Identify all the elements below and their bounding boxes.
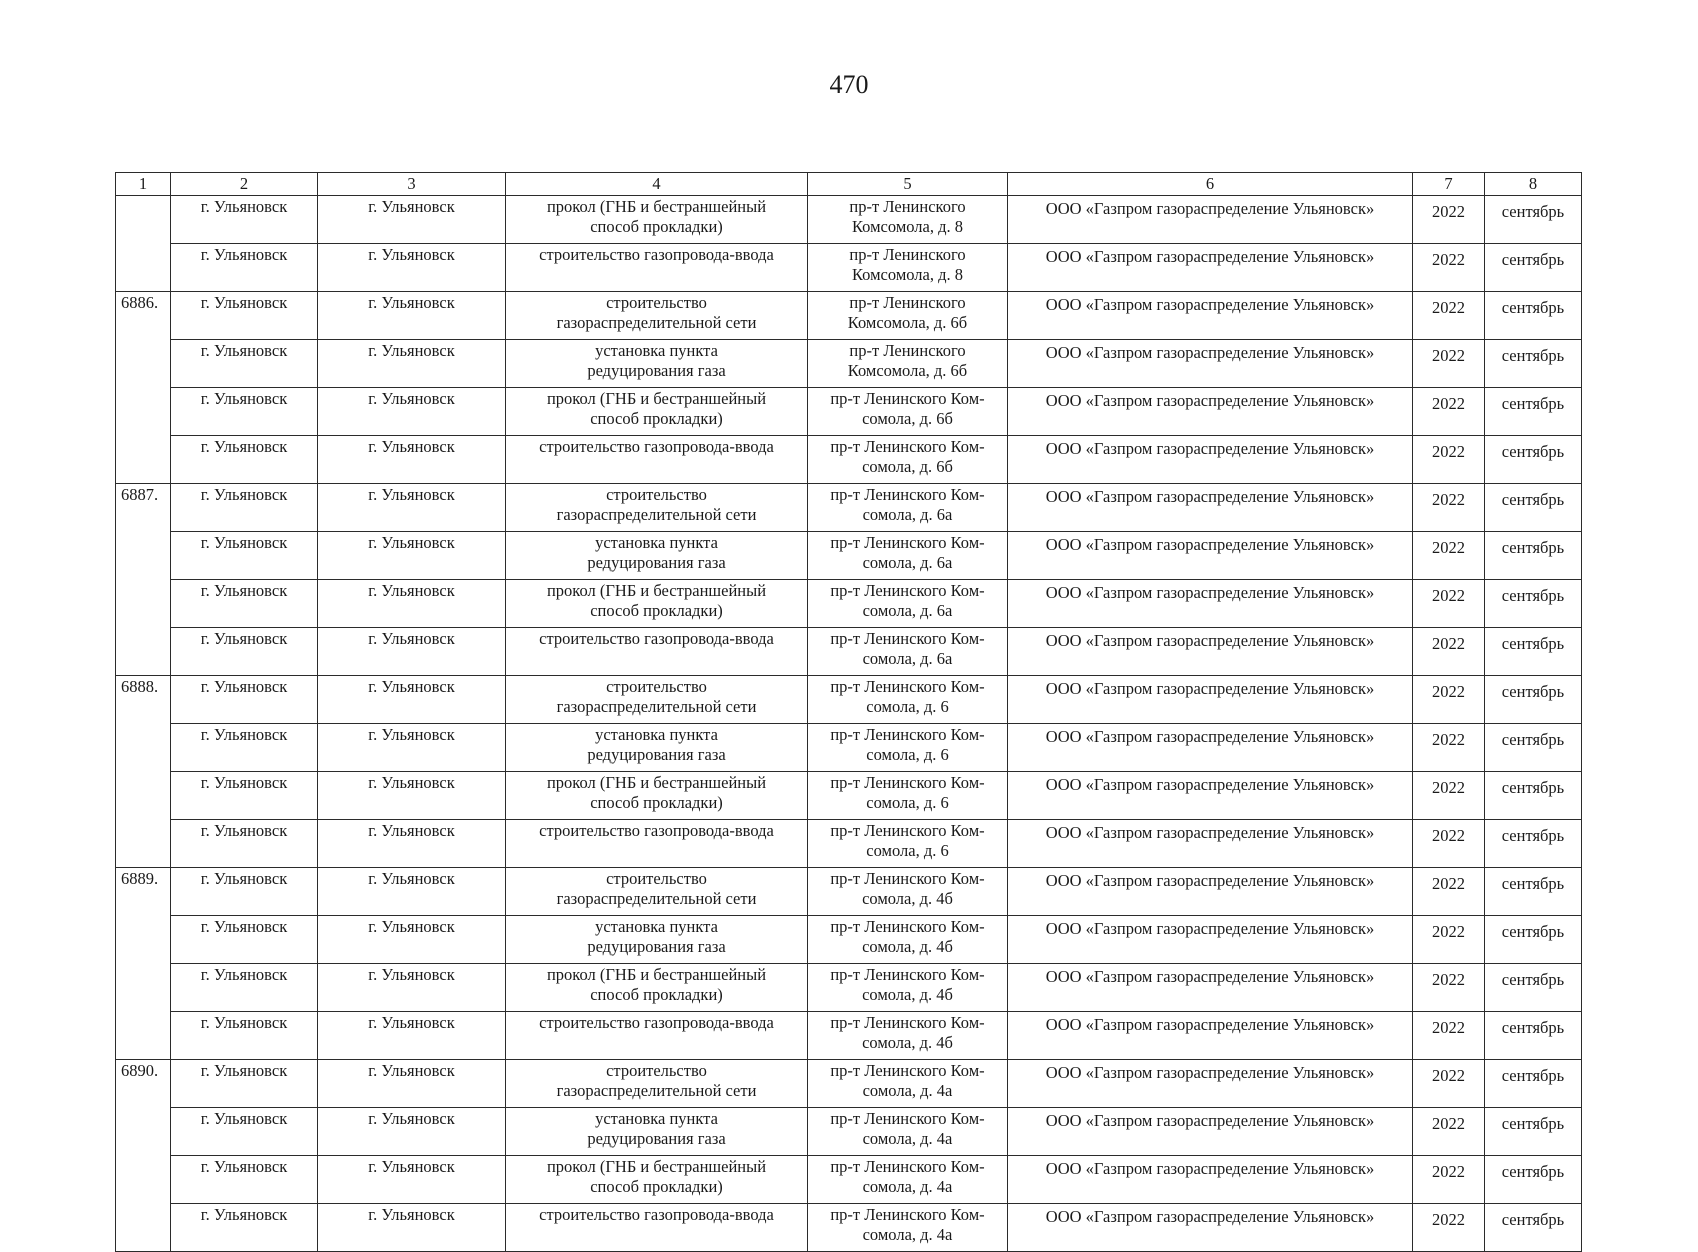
municipality-cell: г. Ульяновск (171, 1156, 318, 1204)
address-cell (808, 484, 1008, 532)
settlement-cell: г. Ульяновск (318, 1156, 506, 1204)
cell-line: прокол (ГНБ и бестраншейный (546, 965, 767, 984)
cell-line: строительство (606, 1061, 707, 1080)
cell-line: редуцирования газа (587, 361, 726, 380)
table-row (116, 1156, 1582, 1204)
address-cell (808, 292, 1008, 340)
year-cell: 2022 (1413, 1204, 1485, 1252)
organization-cell: ООО «Газпром газораспределение Ульяновск» (1008, 724, 1413, 772)
table-row (116, 772, 1582, 820)
table-row (116, 580, 1582, 628)
cell-line: способ прокладки) (590, 217, 723, 236)
cell-line: пр-т Ленинского Ком- (830, 533, 985, 552)
cell-line: строительство газопровода-ввода (539, 1013, 774, 1032)
cell-line: Комсомола, д. 8 (852, 217, 963, 236)
address-cell (808, 244, 1008, 292)
cell-line: строительство газопровода-ввода (539, 245, 774, 264)
municipality-cell: г. Ульяновск (171, 388, 318, 436)
cell-line: сомола, д. 6а (862, 601, 953, 620)
cell-line: пр-т Ленинского (849, 245, 966, 264)
cell-line: сомола, д. 4б (862, 1033, 953, 1052)
year-cell: 2022 (1413, 628, 1485, 676)
table-row (116, 196, 1582, 244)
cell-line: способ прокладки) (590, 985, 723, 1004)
address-cell (808, 1012, 1008, 1060)
table-row (116, 1204, 1582, 1252)
cell-line: пр-т Ленинского Ком- (830, 437, 985, 456)
work-type-cell (506, 868, 808, 916)
cell-line: способ прокладки) (590, 793, 723, 812)
settlement-cell: г. Ульяновск (318, 1012, 506, 1060)
settlement-cell: г. Ульяновск (318, 1060, 506, 1108)
address-cell (808, 340, 1008, 388)
address-cell (808, 724, 1008, 772)
organization-cell: ООО «Газпром газораспределение Ульяновск» (1008, 1156, 1413, 1204)
municipality-cell: г. Ульяновск (171, 868, 318, 916)
year-cell: 2022 (1413, 340, 1485, 388)
year-cell: 2022 (1413, 1060, 1485, 1108)
table-row (116, 292, 1582, 340)
address-cell (808, 196, 1008, 244)
work-type-cell (506, 340, 808, 388)
column-header: 6 (1008, 173, 1413, 196)
municipality-cell: г. Ульяновск (171, 436, 318, 484)
cell-line: пр-т Ленинского (849, 293, 966, 312)
settlement-cell: г. Ульяновск (318, 772, 506, 820)
municipality-cell: г. Ульяновск (171, 916, 318, 964)
address-cell (808, 676, 1008, 724)
month-cell: сентябрь (1485, 1108, 1582, 1156)
work-type-cell (506, 676, 808, 724)
entry-number-cell (116, 196, 171, 292)
table-row (116, 628, 1582, 676)
column-number-row (116, 173, 1582, 196)
cell-line: строительство газопровода-ввода (539, 437, 774, 456)
cell-line: Комсомола, д. 8 (852, 265, 963, 284)
address-cell (808, 1108, 1008, 1156)
cell-line: газораспределительной сети (556, 889, 757, 908)
cell-line: пр-т Ленинского (849, 341, 966, 360)
month-cell: сентябрь (1485, 532, 1582, 580)
settlement-cell: г. Ульяновск (318, 964, 506, 1012)
address-cell (808, 964, 1008, 1012)
cell-line: редуцирования газа (587, 553, 726, 572)
organization-cell: ООО «Газпром газораспределение Ульяновск» (1008, 916, 1413, 964)
address-cell (808, 532, 1008, 580)
cell-line: газораспределительной сети (556, 697, 757, 716)
page-number: 470 (829, 70, 869, 99)
organization-cell: ООО «Газпром газораспределение Ульяновск» (1008, 676, 1413, 724)
cell-line: прокол (ГНБ и бестраншейный (546, 389, 767, 408)
year-cell: 2022 (1413, 916, 1485, 964)
cell-line: сомола, д. 4б (862, 985, 953, 1004)
settlement-cell: г. Ульяновск (318, 340, 506, 388)
organization-cell: ООО «Газпром газораспределение Ульяновск» (1008, 484, 1413, 532)
municipality-cell: г. Ульяновск (171, 292, 318, 340)
work-type-cell (506, 724, 808, 772)
work-type-cell (506, 628, 808, 676)
year-cell: 2022 (1413, 1108, 1485, 1156)
work-type-cell (506, 244, 808, 292)
municipality-cell: г. Ульяновск (171, 484, 318, 532)
organization-cell: ООО «Газпром газораспределение Ульяновск» (1008, 628, 1413, 676)
settlement-cell: г. Ульяновск (318, 196, 506, 244)
organization-cell: ООО «Газпром газораспределение Ульяновск» (1008, 1108, 1413, 1156)
month-cell: сентябрь (1485, 436, 1582, 484)
month-cell: сентябрь (1485, 868, 1582, 916)
year-cell: 2022 (1413, 196, 1485, 244)
cell-line: прокол (ГНБ и бестраншейный (546, 773, 767, 792)
cell-line: сомола, д. 4а (862, 1081, 953, 1100)
cell-line: пр-т Ленинского Ком- (830, 629, 985, 648)
column-header: 1 (116, 173, 171, 196)
work-type-cell (506, 388, 808, 436)
month-cell: сентябрь (1485, 484, 1582, 532)
work-type-cell (506, 484, 808, 532)
cell-line: пр-т Ленинского Ком- (830, 725, 985, 744)
month-cell: сентябрь (1485, 1012, 1582, 1060)
cell-line: пр-т Ленинского Ком- (830, 1157, 985, 1176)
month-cell: сентябрь (1485, 676, 1582, 724)
cell-line: пр-т Ленинского Ком- (830, 773, 985, 792)
settlement-cell: г. Ульяновск (318, 244, 506, 292)
year-cell: 2022 (1413, 1012, 1485, 1060)
month-cell: сентябрь (1485, 1060, 1582, 1108)
year-cell: 2022 (1413, 676, 1485, 724)
month-cell: сентябрь (1485, 916, 1582, 964)
settlement-cell: г. Ульяновск (318, 916, 506, 964)
address-cell (808, 916, 1008, 964)
entry-number-cell: 6888. (116, 676, 171, 868)
cell-line: пр-т Ленинского Ком- (830, 821, 985, 840)
cell-line: установка пункта (595, 917, 718, 936)
cell-line: газораспределительной сети (556, 313, 757, 332)
cell-line: пр-т Ленинского Ком- (830, 389, 985, 408)
municipality-cell: г. Ульяновск (171, 532, 318, 580)
cell-line: пр-т Ленинского Ком- (830, 1109, 985, 1128)
year-cell: 2022 (1413, 388, 1485, 436)
cell-line: сомола, д. 6б (862, 409, 953, 428)
settlement-cell: г. Ульяновск (318, 436, 506, 484)
year-cell: 2022 (1413, 724, 1485, 772)
cell-line: сомола, д. 6б (862, 457, 953, 476)
cell-line: строительство (606, 869, 707, 888)
table-row (116, 724, 1582, 772)
cell-line: способ прокладки) (590, 1177, 723, 1196)
settlement-cell: г. Ульяновск (318, 820, 506, 868)
cell-line: газораспределительной сети (556, 1081, 757, 1100)
address-cell (808, 628, 1008, 676)
cell-line: строительство газопровода-ввода (539, 821, 774, 840)
organization-cell: ООО «Газпром газораспределение Ульяновск» (1008, 964, 1413, 1012)
month-cell: сентябрь (1485, 580, 1582, 628)
organization-cell: ООО «Газпром газораспределение Ульяновск» (1008, 1012, 1413, 1060)
municipality-cell: г. Ульяновск (171, 580, 318, 628)
work-type-cell (506, 1060, 808, 1108)
settlement-cell: г. Ульяновск (318, 676, 506, 724)
cell-line: установка пункта (595, 725, 718, 744)
table-row (116, 532, 1582, 580)
work-type-cell (506, 1156, 808, 1204)
settlement-cell: г. Ульяновск (318, 628, 506, 676)
cell-line: сомола, д. 6а (862, 649, 953, 668)
cell-line: установка пункта (595, 533, 718, 552)
municipality-cell: г. Ульяновск (171, 196, 318, 244)
settlement-cell: г. Ульяновск (318, 532, 506, 580)
table-row (116, 340, 1582, 388)
table-row (116, 388, 1582, 436)
work-type-cell (506, 436, 808, 484)
cell-line: строительство (606, 293, 707, 312)
column-header: 3 (318, 173, 506, 196)
organization-cell: ООО «Газпром газораспределение Ульяновск» (1008, 1204, 1413, 1252)
cell-line: пр-т Ленинского Ком- (830, 1013, 985, 1032)
column-header: 4 (506, 173, 808, 196)
organization-cell: ООО «Газпром газораспределение Ульяновск» (1008, 868, 1413, 916)
month-cell: сентябрь (1485, 628, 1582, 676)
cell-line: прокол (ГНБ и бестраншейный (546, 581, 767, 600)
cell-line: сомола, д. 6 (866, 697, 949, 716)
organization-cell: ООО «Газпром газораспределение Ульяновск» (1008, 580, 1413, 628)
month-cell: сентябрь (1485, 388, 1582, 436)
address-cell (808, 1060, 1008, 1108)
cell-line: пр-т Ленинского Ком- (830, 965, 985, 984)
cell-line: строительство (606, 485, 707, 504)
settlement-cell: г. Ульяновск (318, 1108, 506, 1156)
year-cell: 2022 (1413, 772, 1485, 820)
column-header: 2 (171, 173, 318, 196)
cell-line: Комсомола, д. 6б (847, 361, 968, 380)
entry-number-cell: 6887. (116, 484, 171, 676)
cell-line: установка пункта (595, 341, 718, 360)
cell-line: редуцирования газа (587, 937, 726, 956)
table-row (116, 868, 1582, 916)
month-cell: сентябрь (1485, 196, 1582, 244)
cell-line: пр-т Ленинского Ком- (830, 869, 985, 888)
month-cell: сентябрь (1485, 724, 1582, 772)
table-row (116, 1012, 1582, 1060)
work-type-cell (506, 820, 808, 868)
cell-line: пр-т Ленинского Ком- (830, 1061, 985, 1080)
register-body (116, 196, 1582, 1252)
work-type-cell (506, 916, 808, 964)
month-cell: сентябрь (1485, 964, 1582, 1012)
organization-cell: ООО «Газпром газораспределение Ульяновск» (1008, 340, 1413, 388)
municipality-cell: г. Ульяновск (171, 1060, 318, 1108)
year-cell: 2022 (1413, 1156, 1485, 1204)
settlement-cell: г. Ульяновск (318, 388, 506, 436)
table-row (116, 484, 1582, 532)
municipality-cell: г. Ульяновск (171, 1204, 318, 1252)
cell-line: способ прокладки) (590, 409, 723, 428)
table-row (116, 436, 1582, 484)
municipality-cell: г. Ульяновск (171, 964, 318, 1012)
organization-cell: ООО «Газпром газораспределение Ульяновск» (1008, 532, 1413, 580)
work-type-cell (506, 964, 808, 1012)
cell-line: сомола, д. 4а (862, 1177, 953, 1196)
cell-line: сомола, д. 4б (862, 937, 953, 956)
organization-cell: ООО «Газпром газораспределение Ульяновск» (1008, 196, 1413, 244)
cell-line: редуцирования газа (587, 1129, 726, 1148)
municipality-cell: г. Ульяновск (171, 628, 318, 676)
table-row (116, 820, 1582, 868)
cell-line: прокол (ГНБ и бестраншейный (546, 197, 767, 216)
month-cell: сентябрь (1485, 820, 1582, 868)
entry-number-cell: 6886. (116, 292, 171, 484)
work-type-cell (506, 1204, 808, 1252)
year-cell: 2022 (1413, 964, 1485, 1012)
table-row (116, 244, 1582, 292)
cell-line: пр-т Ленинского (849, 197, 966, 216)
cell-line: пр-т Ленинского Ком- (830, 917, 985, 936)
cell-line: пр-т Ленинского Ком- (830, 485, 985, 504)
cell-line: сомола, д. 6а (862, 505, 953, 524)
work-type-cell (506, 1108, 808, 1156)
cell-line: строительство газопровода-ввода (539, 629, 774, 648)
cell-line: сомола, д. 4а (862, 1129, 953, 1148)
municipality-cell: г. Ульяновск (171, 244, 318, 292)
address-cell (808, 388, 1008, 436)
municipality-cell: г. Ульяновск (171, 1012, 318, 1060)
cell-line: строительство (606, 677, 707, 696)
work-type-cell (506, 1012, 808, 1060)
cell-line: пр-т Ленинского Ком- (830, 677, 985, 696)
settlement-cell: г. Ульяновск (318, 580, 506, 628)
settlement-cell: г. Ульяновск (318, 724, 506, 772)
year-cell: 2022 (1413, 436, 1485, 484)
settlement-cell: г. Ульяновск (318, 1204, 506, 1252)
register-table (115, 172, 1582, 1252)
table-row (116, 916, 1582, 964)
work-type-cell (506, 772, 808, 820)
year-cell: 2022 (1413, 484, 1485, 532)
cell-line: сомола, д. 4а (862, 1225, 953, 1244)
work-type-cell (506, 196, 808, 244)
cell-line: Комсомола, д. 6б (847, 313, 968, 332)
year-cell: 2022 (1413, 292, 1485, 340)
column-header: 7 (1413, 173, 1485, 196)
cell-line: редуцирования газа (587, 745, 726, 764)
address-cell (808, 1204, 1008, 1252)
organization-cell: ООО «Газпром газораспределение Ульяновск» (1008, 820, 1413, 868)
address-cell (808, 1156, 1008, 1204)
table-row (116, 1108, 1582, 1156)
month-cell: сентябрь (1485, 1156, 1582, 1204)
organization-cell: ООО «Газпром газораспределение Ульяновск» (1008, 388, 1413, 436)
cell-line: установка пункта (595, 1109, 718, 1128)
municipality-cell: г. Ульяновск (171, 724, 318, 772)
organization-cell: ООО «Газпром газораспределение Ульяновск» (1008, 772, 1413, 820)
settlement-cell: г. Ульяновск (318, 484, 506, 532)
cell-line: пр-т Ленинского Ком- (830, 1205, 985, 1224)
work-type-cell (506, 580, 808, 628)
column-header: 8 (1485, 173, 1582, 196)
year-cell: 2022 (1413, 532, 1485, 580)
settlement-cell: г. Ульяновск (318, 868, 506, 916)
cell-line: сомола, д. 4б (862, 889, 953, 908)
cell-line: строительство газопровода-ввода (539, 1205, 774, 1224)
municipality-cell: г. Ульяновск (171, 772, 318, 820)
address-cell (808, 772, 1008, 820)
year-cell: 2022 (1413, 820, 1485, 868)
municipality-cell: г. Ульяновск (171, 1108, 318, 1156)
work-type-cell (506, 532, 808, 580)
address-cell (808, 820, 1008, 868)
table-row (116, 676, 1582, 724)
month-cell: сентябрь (1485, 292, 1582, 340)
cell-line: газораспределительной сети (556, 505, 757, 524)
month-cell: сентябрь (1485, 340, 1582, 388)
entry-number-cell: 6889. (116, 868, 171, 1060)
cell-line: сомола, д. 6 (866, 841, 949, 860)
entry-number-cell: 6890. (116, 1060, 171, 1252)
organization-cell: ООО «Газпром газораспределение Ульяновск» (1008, 292, 1413, 340)
table-row (116, 1060, 1582, 1108)
address-cell (808, 436, 1008, 484)
municipality-cell: г. Ульяновск (171, 820, 318, 868)
address-cell (808, 868, 1008, 916)
cell-line: способ прокладки) (590, 601, 723, 620)
year-cell: 2022 (1413, 580, 1485, 628)
cell-line: пр-т Ленинского Ком- (830, 581, 985, 600)
municipality-cell: г. Ульяновск (171, 340, 318, 388)
month-cell: сентябрь (1485, 772, 1582, 820)
year-cell: 2022 (1413, 868, 1485, 916)
organization-cell: ООО «Газпром газораспределение Ульяновск» (1008, 1060, 1413, 1108)
work-type-cell (506, 292, 808, 340)
municipality-cell: г. Ульяновск (171, 676, 318, 724)
cell-line: сомола, д. 6 (866, 793, 949, 812)
cell-line: сомола, д. 6 (866, 745, 949, 764)
organization-cell: ООО «Газпром газораспределение Ульяновск» (1008, 244, 1413, 292)
column-header: 5 (808, 173, 1008, 196)
cell-line: сомола, д. 6а (862, 553, 953, 572)
month-cell: сентябрь (1485, 1204, 1582, 1252)
cell-line: прокол (ГНБ и бестраншейный (546, 1157, 767, 1176)
year-cell: 2022 (1413, 244, 1485, 292)
organization-cell: ООО «Газпром газораспределение Ульяновск» (1008, 436, 1413, 484)
table-row (116, 964, 1582, 1012)
settlement-cell: г. Ульяновск (318, 292, 506, 340)
month-cell: сентябрь (1485, 244, 1582, 292)
address-cell (808, 580, 1008, 628)
